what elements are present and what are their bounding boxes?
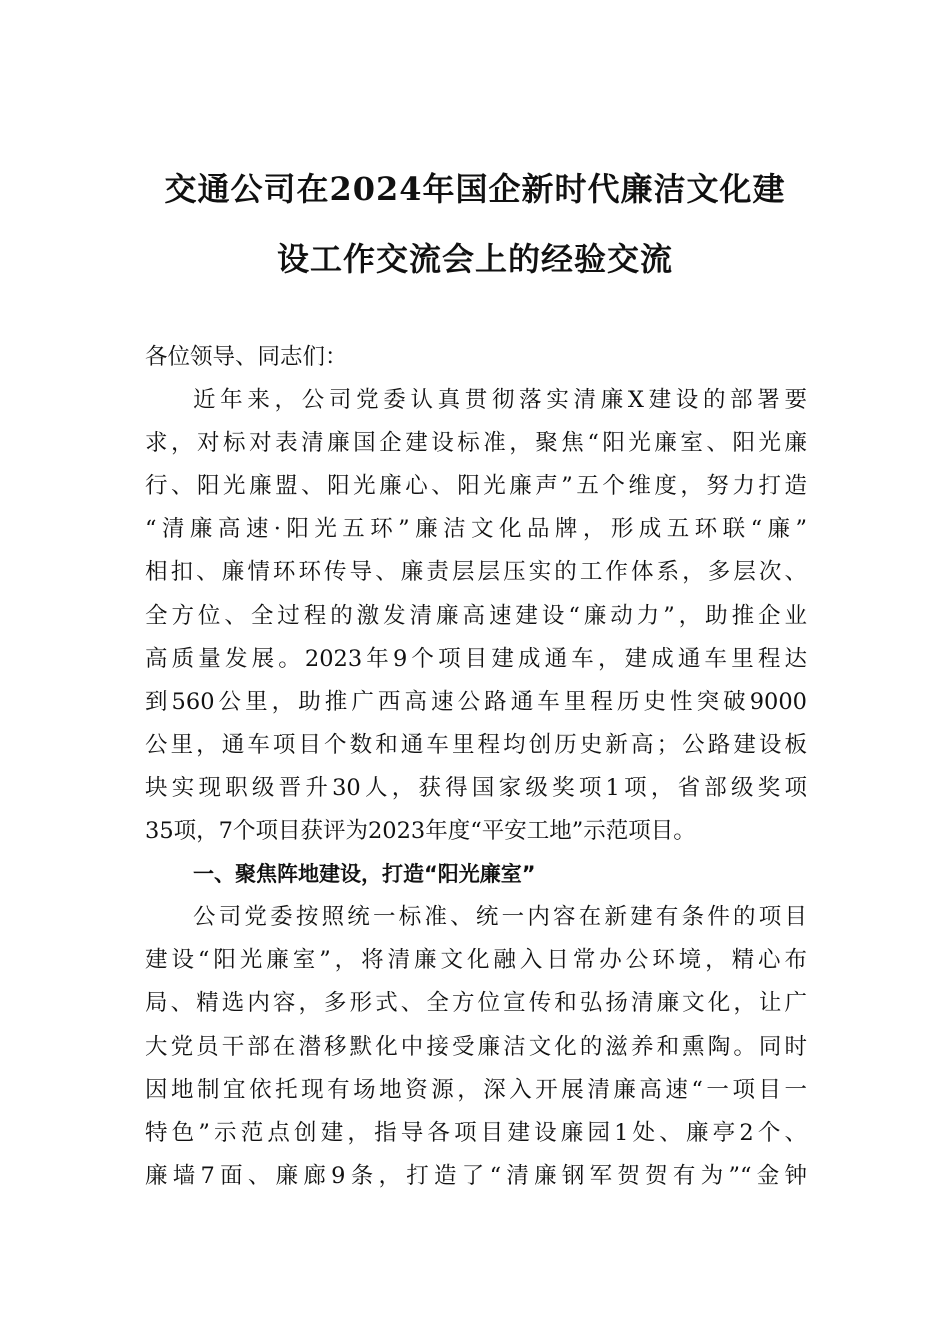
paragraph-section-1 <box>145 896 807 1198</box>
text-line: 块实现职级晋升30人，获得国家级奖项1项，省部级奖项 <box>145 774 807 801</box>
text-line: 大党员干部在潜移默化中接受廉洁文化的滋养和熏陶。同时 <box>145 1033 807 1060</box>
text-line: 全方位、全过程的激发清廉高速建设“廉动力”，助推企业 <box>145 602 807 629</box>
paragraph-intro <box>145 379 807 853</box>
section-heading-1: 一、聚焦阵地建设，打造“阳光廉室” <box>193 862 536 887</box>
text-line: 相扣、廉情环环传导、廉责层层压实的工作体系，多层次、 <box>145 559 807 586</box>
text-line: 局、精选内容，多形式、全方位宣传和弘扬清廉文化，让广 <box>145 990 807 1017</box>
text-line: 高质量发展。2023年9个项目建成通车，建成通车里程达 <box>145 645 807 672</box>
text-line: 公里，通车项目个数和通车里程均创历史新高；公路建设板 <box>145 731 807 758</box>
text-line: 行、阳光廉盟、阳光廉心、阳光廉声”五个维度，努力打造 <box>145 473 807 500</box>
text-line: 廉墙7面、廉廊9条，打造了“清廉钢军贺贺有为”“金钟 <box>145 1162 807 1189</box>
text-line: 35项，7个项目获评为2023年度“平安工地”示范项目。 <box>145 818 696 845</box>
text-line: 特色”示范点创建，指导各项目建设廉园1处、廉亭2个、 <box>145 1119 807 1146</box>
document-title-line-1: 交通公司在2024年国企新时代廉洁文化建 <box>164 170 786 208</box>
text-line: 因地制宜依托现有场地资源，深入开展清廉高速“一项目一 <box>145 1076 807 1103</box>
text-line: 到560公里，助推广西高速公路通车里程历史性突破9000 <box>145 688 807 715</box>
document-body <box>145 336 807 1198</box>
text-line: 近年来，公司党委认真贯彻落实清廉X建设的部署要 <box>193 387 807 414</box>
text-line: 公司党委按照统一标准、统一内容在新建有条件的项目 <box>193 904 807 931</box>
document-title-line-2: 设工作交流会上的经验交流 <box>276 240 673 278</box>
text-line: 求，对标对表清廉国企建设标准，聚焦“阳光廉室、阳光廉 <box>145 430 807 457</box>
text-line: 建设“阳光廉室”，将清廉文化融入日常办公环境，精心布 <box>145 947 807 974</box>
salutation: 各位领导、同志们： <box>145 344 348 370</box>
text-line: “清廉高速·阳光五环”廉洁文化品牌，形成五环联“廉” <box>145 516 807 543</box>
